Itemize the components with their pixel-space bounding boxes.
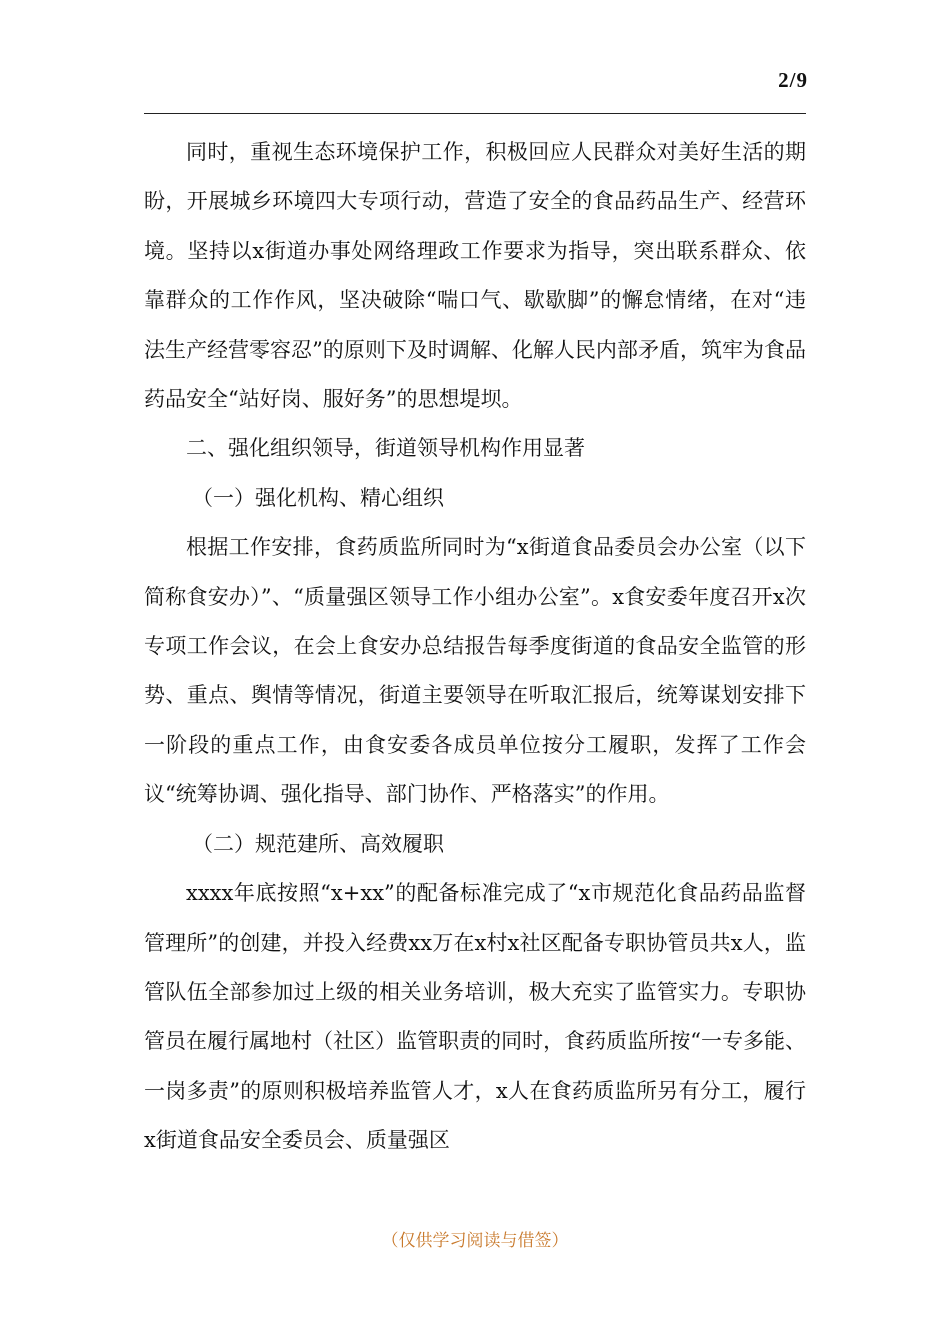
document-body	[144, 128, 806, 1166]
footer-note: （仅供学习阅读与借签）	[381, 1231, 569, 1251]
subsection-heading-2: （二）规范建所、高效履职	[192, 831, 444, 856]
subsection-heading-1: （一）强化机构、精心组织	[192, 485, 444, 510]
paragraph-standardization: xxxx年底按照“x+xx”的配备标准完成了“x市规范化食品药品监督管理所”的创建，并投入经费xx万在x村x社区配备专职协管员共x人，监管队伍全部参加过上级的相关业务培训，极大充实了监管实力。专职协管员在履行属地村（社区）监管职责的同时，食药质监所按“一专多能、一岗多责”的原则积极培养监管人才，x人在食药质监所另有分工，履行x街道食品安全委员会、质量强区	[144, 881, 806, 1153]
section-heading-2: 二、强化组织领导，街道领导机构作用显著	[186, 436, 585, 461]
paragraph-organization: 根据工作安排，食药质监所同时为“x街道食品委员会办公室（以下简称食安办）”、“质量强区领导工作小组办公室”。x食安委年度召开x次专项工作会议，在会上食安办总结报告每季度街道的食品安全监管的形势、重点、舆情等情况，街道主要领导在听取汇报后，统筹谋划安排下一阶段的重点工作，由食安委各成员单位按分工履职，发挥了工作会议“统筹协调、强化指导、部门协作、严格落实”的作用。	[144, 535, 806, 807]
page-number: 2/9	[778, 68, 808, 92]
header-rule	[144, 113, 806, 114]
paragraph-environment: 同时，重视生态环境保护工作，积极回应人民群众对美好生活的期盼，开展城乡环境四大专项行动，营造了安全的食品药品生产、经营环境。坚持以x街道办事处网络理政工作要求为指导，突出联系群众、依靠群众的工作作风，坚决破除“喘口气、歇歇脚”的懈怠情绪，在对“违法生产经营零容忍”的原则下及时调解、化解人民内部矛盾，筑牢为食品药品安全“站好岗、服好务”的思想堤坝。	[144, 140, 806, 412]
